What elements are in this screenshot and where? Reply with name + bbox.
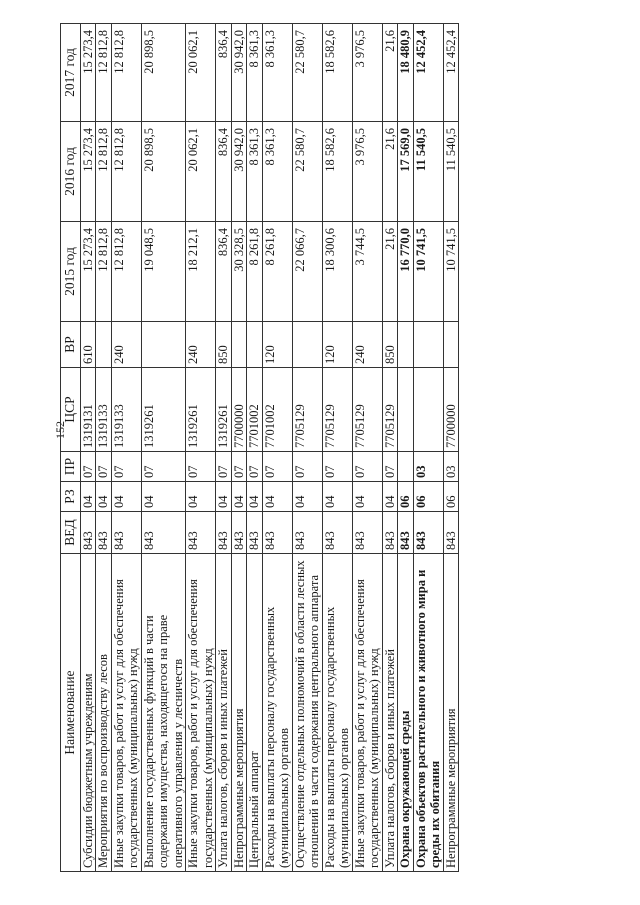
cell-2017: 22 580,7	[292, 24, 322, 122]
cell-pr: 07	[352, 452, 382, 482]
cell-rz: 06	[443, 482, 459, 512]
cell-name: Иные закупки товаров, работ и услуг для обеспечения государственных (муниципальных) нужд	[111, 554, 141, 872]
cell-name: Уплата налогов, сборов и иных платежей	[216, 554, 232, 872]
cell-2017: 30 942,0	[231, 24, 247, 122]
cell-rz: 04	[292, 482, 322, 512]
table-row	[292, 24, 322, 872]
cell-vr	[398, 322, 414, 368]
cell-rz: 04	[382, 482, 398, 512]
cell-2017: 12 812,8	[111, 24, 141, 122]
cell-csr: 1319131	[80, 368, 96, 452]
cell-rz: 04	[96, 482, 112, 512]
cell-vr	[231, 322, 247, 368]
cell-csr: 7705129	[382, 368, 398, 452]
cell-2016: 8 361,3	[262, 122, 292, 222]
cell-vr: 610	[80, 322, 96, 368]
cell-2015: 836,4	[216, 222, 232, 322]
cell-pr: 07	[382, 452, 398, 482]
cell-pr: 07	[262, 452, 292, 482]
page-number: 152	[53, 421, 67, 439]
cell-name: Уплата налогов, сборов и иных платежей	[382, 554, 398, 872]
cell-2016: 11 540,5	[413, 122, 443, 222]
cell-2017: 21,6	[382, 24, 398, 122]
table-row	[231, 24, 247, 872]
cell-ved: 843	[231, 512, 247, 554]
cell-name: Расходы на выплаты персоналу государственных (муниципальных) органов	[262, 554, 292, 872]
table-body	[80, 24, 459, 872]
table-row	[398, 24, 414, 872]
cell-name: Выполнение государственных функций в части содержания имущества, находящегося на праве оперативного управления у лесничеств	[141, 554, 186, 872]
cell-name: Субсидии бюджетным учреждениям	[80, 554, 96, 872]
cell-ved: 843	[186, 512, 216, 554]
cell-2017: 12 452,4	[443, 24, 459, 122]
cell-name: Непрограммные мероприятия	[443, 554, 459, 872]
header-csr: ЦСР	[61, 368, 81, 452]
header-ved: ВЕД	[61, 512, 81, 554]
cell-2016: 11 540,5	[443, 122, 459, 222]
cell-2015: 22 066,7	[292, 222, 322, 322]
cell-csr: 1319261	[186, 368, 216, 452]
table-row	[80, 24, 96, 872]
header-2016: 2016 год	[61, 122, 81, 222]
cell-pr: 03	[413, 452, 443, 482]
cell-vr: 240	[111, 322, 141, 368]
cell-2016: 22 580,7	[292, 122, 322, 222]
cell-csr: 1319261	[141, 368, 186, 452]
cell-ved: 843	[292, 512, 322, 554]
header-pr: ПР	[61, 452, 81, 482]
cell-pr: 07	[292, 452, 322, 482]
cell-2016: 836,4	[216, 122, 232, 222]
cell-2016: 12 812,8	[111, 122, 141, 222]
cell-pr: 07	[231, 452, 247, 482]
cell-pr	[398, 452, 414, 482]
cell-2017: 836,4	[216, 24, 232, 122]
cell-2015: 10 741,5	[443, 222, 459, 322]
cell-vr: 120	[262, 322, 292, 368]
cell-name: Осуществление отдельных полномочий в области лесных отношений в части содержания центрального аппарата	[292, 554, 322, 872]
cell-pr: 07	[216, 452, 232, 482]
cell-2015: 12 812,8	[96, 222, 112, 322]
table-row	[96, 24, 112, 872]
cell-2015: 10 741,5	[413, 222, 443, 322]
cell-vr	[141, 322, 186, 368]
cell-2017: 20 898,5	[141, 24, 186, 122]
cell-2017: 8 361,3	[262, 24, 292, 122]
cell-rz: 04	[111, 482, 141, 512]
cell-2016: 3 976,5	[352, 122, 382, 222]
cell-2017: 12 812,8	[96, 24, 112, 122]
cell-rz: 04	[352, 482, 382, 512]
cell-ved: 843	[262, 512, 292, 554]
cell-pr: 07	[80, 452, 96, 482]
cell-2016: 17 569,0	[398, 122, 414, 222]
cell-2015: 21,6	[382, 222, 398, 322]
cell-name: Иные закупки товаров, работ и услуг для обеспечения государственных (муниципальных) нужд	[186, 554, 216, 872]
cell-2017: 15 273,4	[80, 24, 96, 122]
cell-ved: 843	[352, 512, 382, 554]
cell-pr: 07	[186, 452, 216, 482]
cell-2015: 30 328,5	[231, 222, 247, 322]
cell-pr: 03	[443, 452, 459, 482]
cell-vr	[247, 322, 263, 368]
cell-csr: 7705129	[322, 368, 352, 452]
cell-csr: 7701002	[247, 368, 263, 452]
cell-csr: 1319133	[111, 368, 141, 452]
cell-name: Охрана окружающей среды	[398, 554, 414, 872]
cell-vr: 120	[322, 322, 352, 368]
cell-ved: 843	[382, 512, 398, 554]
table-row	[382, 24, 398, 872]
cell-csr: 7705129	[292, 368, 322, 452]
cell-2015: 8 261,8	[247, 222, 263, 322]
cell-2015: 8 261,8	[262, 222, 292, 322]
budget-table	[60, 23, 459, 872]
cell-pr: 07	[141, 452, 186, 482]
cell-rz: 04	[322, 482, 352, 512]
cell-rz: 04	[231, 482, 247, 512]
table-row	[186, 24, 216, 872]
cell-name: Центральный аппарат	[247, 554, 263, 872]
cell-name: Иные закупки товаров, работ и услуг для обеспечения государственных (муниципальных) нужд	[352, 554, 382, 872]
cell-2016: 8 361,3	[247, 122, 263, 222]
cell-ved: 843	[322, 512, 352, 554]
table-row	[413, 24, 443, 872]
table-row	[443, 24, 459, 872]
cell-csr: 7701002	[262, 368, 292, 452]
cell-vr	[413, 322, 443, 368]
cell-2015: 12 812,8	[111, 222, 141, 322]
cell-rz: 04	[186, 482, 216, 512]
cell-csr: 1319261	[216, 368, 232, 452]
cell-2016: 15 273,4	[80, 122, 96, 222]
cell-2017: 12 452,4	[413, 24, 443, 122]
cell-rz: 04	[216, 482, 232, 512]
cell-pr: 07	[111, 452, 141, 482]
cell-2015: 18 300,6	[322, 222, 352, 322]
cell-2017: 18 480,9	[398, 24, 414, 122]
cell-pr: 07	[322, 452, 352, 482]
cell-2017: 8 361,3	[247, 24, 263, 122]
cell-2016: 20 062,1	[186, 122, 216, 222]
table-row	[322, 24, 352, 872]
cell-vr: 240	[352, 322, 382, 368]
rotated-page	[60, 24, 620, 872]
cell-vr	[96, 322, 112, 368]
cell-vr	[292, 322, 322, 368]
cell-ved: 843	[443, 512, 459, 554]
table-row	[141, 24, 186, 872]
cell-ved: 843	[111, 512, 141, 554]
cell-rz: 06	[398, 482, 414, 512]
table-row	[247, 24, 263, 872]
cell-pr: 07	[247, 452, 263, 482]
cell-vr: 240	[186, 322, 216, 368]
cell-2015: 3 744,5	[352, 222, 382, 322]
cell-ved: 843	[96, 512, 112, 554]
header-vr: ВР	[61, 322, 81, 368]
cell-vr: 850	[216, 322, 232, 368]
cell-csr: 7700000	[443, 368, 459, 452]
cell-2016: 20 898,5	[141, 122, 186, 222]
cell-name: Непрограммные мероприятия	[231, 554, 247, 872]
cell-ved: 843	[216, 512, 232, 554]
cell-rz: 04	[141, 482, 186, 512]
cell-vr: 850	[382, 322, 398, 368]
cell-2016: 18 582,6	[322, 122, 352, 222]
cell-2015: 19 048,5	[141, 222, 186, 322]
header-name: Наименование	[61, 554, 81, 872]
cell-2015: 15 273,4	[80, 222, 96, 322]
header-2017: 2017 год	[61, 24, 81, 122]
cell-2017: 3 976,5	[352, 24, 382, 122]
cell-2017: 20 062,1	[186, 24, 216, 122]
cell-csr	[413, 368, 443, 452]
cell-rz: 04	[262, 482, 292, 512]
cell-2016: 21,6	[382, 122, 398, 222]
table-row	[216, 24, 232, 872]
header-2015: 2015 год	[61, 222, 81, 322]
table-row	[352, 24, 382, 872]
cell-name: Расходы на выплаты персоналу государственных (муниципальных) органов	[322, 554, 352, 872]
cell-2015: 16 770,0	[398, 222, 414, 322]
cell-ved: 843	[398, 512, 414, 554]
cell-rz: 04	[80, 482, 96, 512]
table-row	[111, 24, 141, 872]
table-row	[262, 24, 292, 872]
cell-rz: 04	[247, 482, 263, 512]
cell-name: Мероприятия по воспроизводству лесов	[96, 554, 112, 872]
cell-csr: 1319133	[96, 368, 112, 452]
cell-2017: 18 582,6	[322, 24, 352, 122]
cell-csr: 7700000	[231, 368, 247, 452]
cell-ved: 843	[247, 512, 263, 554]
cell-ved: 843	[413, 512, 443, 554]
cell-csr	[398, 368, 414, 452]
cell-2016: 12 812,8	[96, 122, 112, 222]
cell-2015: 18 212,1	[186, 222, 216, 322]
cell-rz: 06	[413, 482, 443, 512]
table-header-row	[61, 24, 81, 872]
cell-2016: 30 942,0	[231, 122, 247, 222]
cell-name: Охрана объектов растительного и животного мира и среды их обитания	[413, 554, 443, 872]
cell-pr: 07	[96, 452, 112, 482]
cell-ved: 843	[80, 512, 96, 554]
cell-csr: 7705129	[352, 368, 382, 452]
header-rz: РЗ	[61, 482, 81, 512]
cell-vr	[443, 322, 459, 368]
cell-ved: 843	[141, 512, 186, 554]
